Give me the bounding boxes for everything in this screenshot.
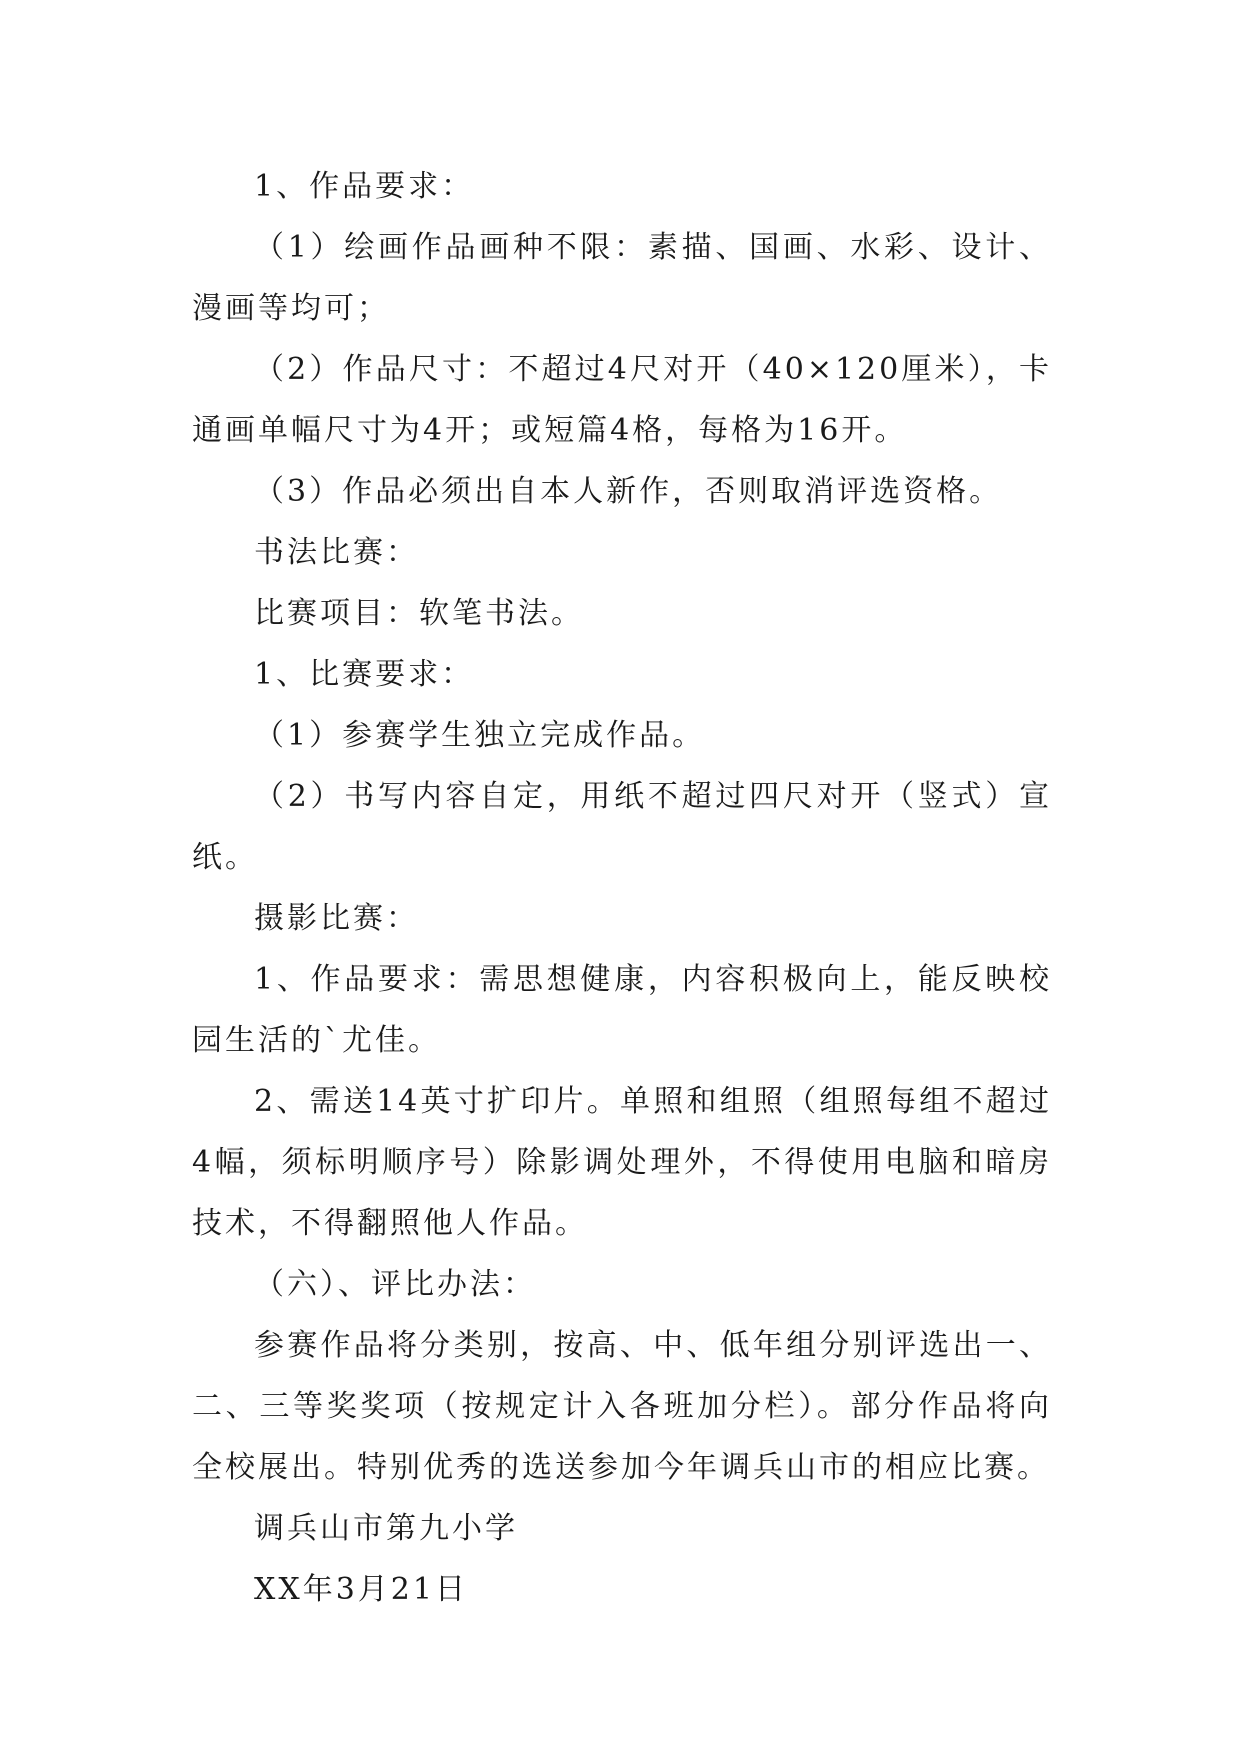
paragraph-work-requirements-heading: 1、作品要求： [254, 169, 475, 204]
paragraph-photo-requirements: 1、作品要求：需思想健康，内容积极向上，能反映校园生活的`尤佳。 [192, 962, 1052, 1058]
paragraph-original-work: （3）作品必须出自本人新作，否则取消评选资格。 [254, 474, 1003, 509]
paragraph-photo-print: 2、需送14英寸扩印片。单照和组照（组照每组不超过4幅，须标明顺序号）除影调处理外，不得使用电脑和暗房技术，不得翻照他人作品。 [192, 1084, 1052, 1241]
paragraph-painting-types: （1）绘画作品画种不限：素描、国画、水彩、设计、漫画等均可； [192, 230, 1052, 326]
paragraph-independent-work: （1）参赛学生独立完成作品。 [254, 718, 706, 753]
paragraph-competition-requirements: 1、比赛要求： [254, 657, 475, 692]
document-body [192, 156, 1052, 1620]
paragraph-date: XX年3月21日 [254, 1572, 468, 1607]
paragraph-calligraphy-heading: 书法比赛： [254, 535, 419, 570]
paragraph-work-size: （2）作品尺寸：不超过4尺对开（40×120厘米），卡通画单幅尺寸为4开；或短篇4格，每格为16开。 [192, 352, 1052, 448]
paragraph-school-name: 调兵山市第九小学 [254, 1511, 518, 1546]
paragraph-writing-content: （2）书写内容自定，用纸不超过四尺对开（竖式）宣纸。 [192, 779, 1052, 875]
paragraph-calligraphy-item: 比赛项目：软笔书法。 [254, 596, 584, 631]
paragraph-evaluation-heading: （六）、评比办法： [254, 1267, 536, 1302]
paragraph-evaluation-method: 参赛作品将分类别，按高、中、低年组分别评选出一、二、三等奖奖项（按规定计入各班加分栏）。部分作品将向全校展出。特别优秀的选送参加今年调兵山市的相应比赛。 [192, 1328, 1052, 1485]
paragraph-photography-heading: 摄影比赛： [254, 901, 419, 936]
